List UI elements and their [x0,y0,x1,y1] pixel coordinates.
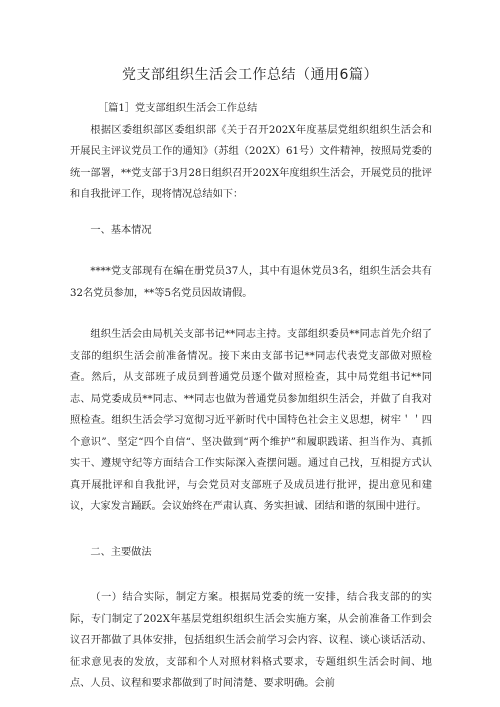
section-heading-practices: 二、主要做法 [90,546,152,558]
document-body [70,98,432,695]
practice-paragraph-1: （一）结合实际，制定方案。根据局党委的统一安排，结合我支部的的实际，专门制定了202X年基层党组织组织生活会实施方案，从会前准备工作到会议召开都做了具体安排，包括组织生活会前学习会内容、议程、谈心谈话活动、征求意见表的发放，支部和个人对照材料格式要求，专题组织生活会时间、地点、人员、议程和要求都做到了时间清楚、要求明确。会前 [70,592,432,689]
document-title: 党支部组织生活会工作总结（通用6篇） [122,67,378,83]
intro-paragraph: 根据区委组织部区委组织部《关于召开202X年度基层党组织组织生活会和开展民主评议党员工作的通知》（苏组（202X）61号）文件精神，按照局党委的统一部署，**党支部于3月28日组织召开202X年度组织生活会，开展党员的批评和自我批评工作，现将情况总结如下： [70,124,432,200]
section-heading-basic: 一、基本情况 [90,224,152,236]
meeting-process-paragraph: 组织生活会由局机关支部书记**同志主持。支部组织委员**同志首先介绍了支部的组织生活会前准备情况。接下来由支部书记**同志代表党支部做对照检查。然后，从支部班子成员到普通党员逐个做对照检查，其中局党组书记**同志、局党委成员**同志、**同志也做为普通党员参加组织生活会，并做了自我对照检查。组织生活会学习宽彻习近平新时代中国特色社会主义思想，树牢＇＇四个意识”、坚定“四个自信“、坚决做到“两个维护”和履职践诺、担当作为、真抓实干、遵规守纪等方面结合工作实际深入查摆问题。通过自己找，互相提方式认真开展批评和自我批评，与会党员对支部班子及成员进行批评，提出意见和建议，大家发言踊跃。会议始终在严肃认真、务实担诚、团结和谐的氛围中进行。 [70,329,432,512]
basic-info-paragraph: ****党支部现有在编在册党员37人，其中有退休党员3名，组织生活会共有32名党员参加，**等5名党员因故请假。 [70,266,432,299]
article-heading: ［篇1］党支部组织生活会工作总结 [98,103,258,114]
